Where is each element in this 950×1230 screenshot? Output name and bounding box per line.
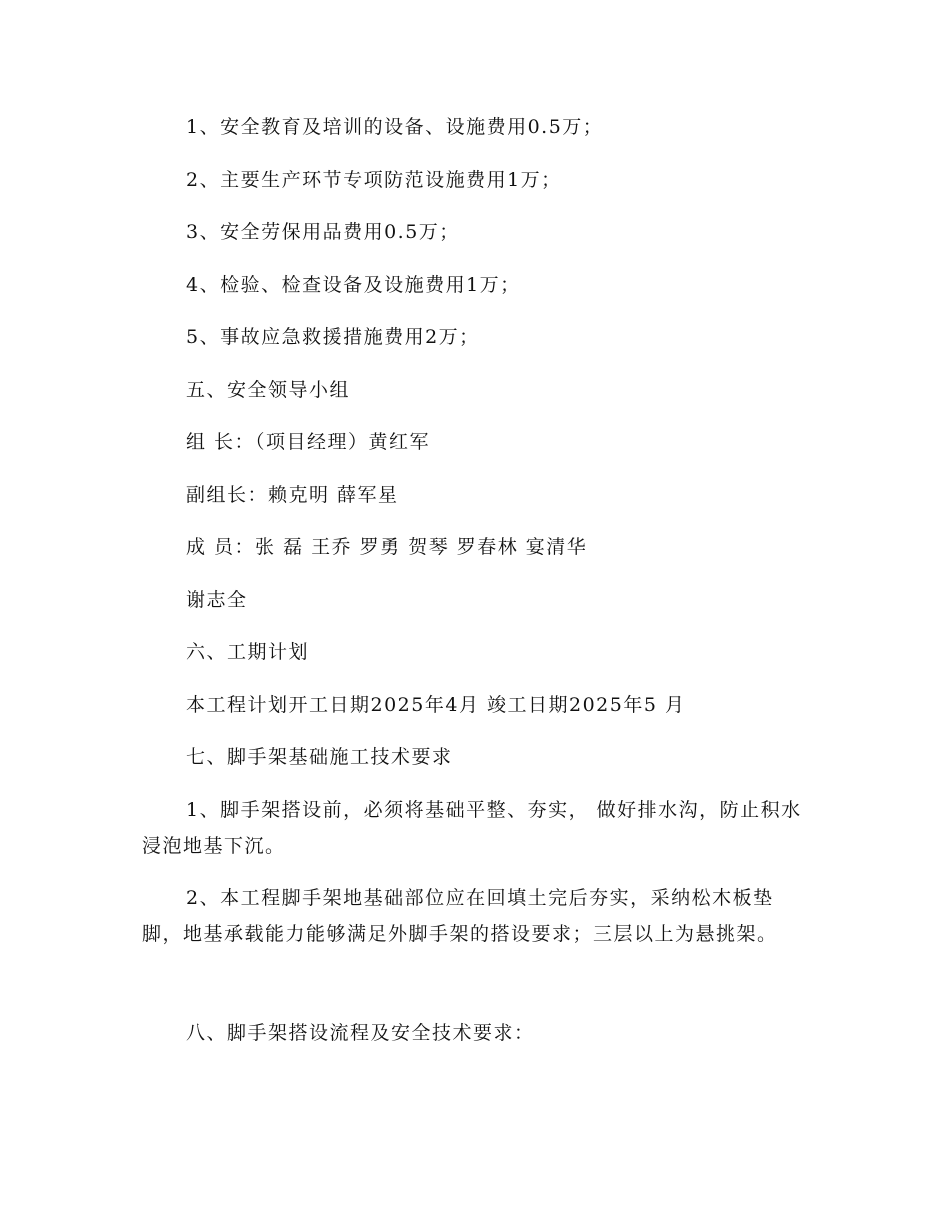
- members-line: 成 员：张 磊 王乔 罗勇 贺琴 罗春林 宴清华: [186, 536, 588, 558]
- members-line-continued: 谢志全: [186, 589, 248, 611]
- cost-item-3: 3、安全劳保用品费用0.5万；: [186, 221, 460, 243]
- cost-item-2: 2、主要生产环节专项防范设施费用1万；: [186, 169, 562, 191]
- section-heading-8: 八、脚手架搭设流程及安全技术要求：: [186, 1022, 535, 1044]
- cost-item-5: 5、事故应急救援措施费用2万；: [186, 326, 480, 348]
- requirement-paragraph-2: 2、本工程脚手架地基础部位应在回填土完后夯实，采纳松木板垫脚，地基承载能力能够满足外脚手架的搭设要求；三层以上为悬挑架。: [142, 887, 778, 945]
- deputy-leader-line: 副组长：赖克明 薛军星: [186, 484, 399, 506]
- team-leader-line: 组 长：（项目经理）黄红军: [186, 431, 431, 453]
- requirement-paragraph-1: 1、脚手架搭设前，必须将基础平整、夯实， 做好排水沟，防止积水浸泡地基下沉。: [142, 799, 802, 857]
- section-heading-7: 七、脚手架基础施工技术要求: [186, 746, 453, 768]
- schedule-line: 本工程计划开工日期2025年4月 竣工日期2025年5 月: [186, 694, 686, 716]
- cost-item-1: 1、安全教育及培训的设备、设施费用0.5万；: [186, 116, 604, 138]
- section-heading-5: 五、安全领导小组: [186, 379, 351, 401]
- section-heading-6: 六、工期计划: [186, 641, 310, 663]
- cost-item-4: 4、检验、检查设备及设施费用1万；: [186, 274, 521, 296]
